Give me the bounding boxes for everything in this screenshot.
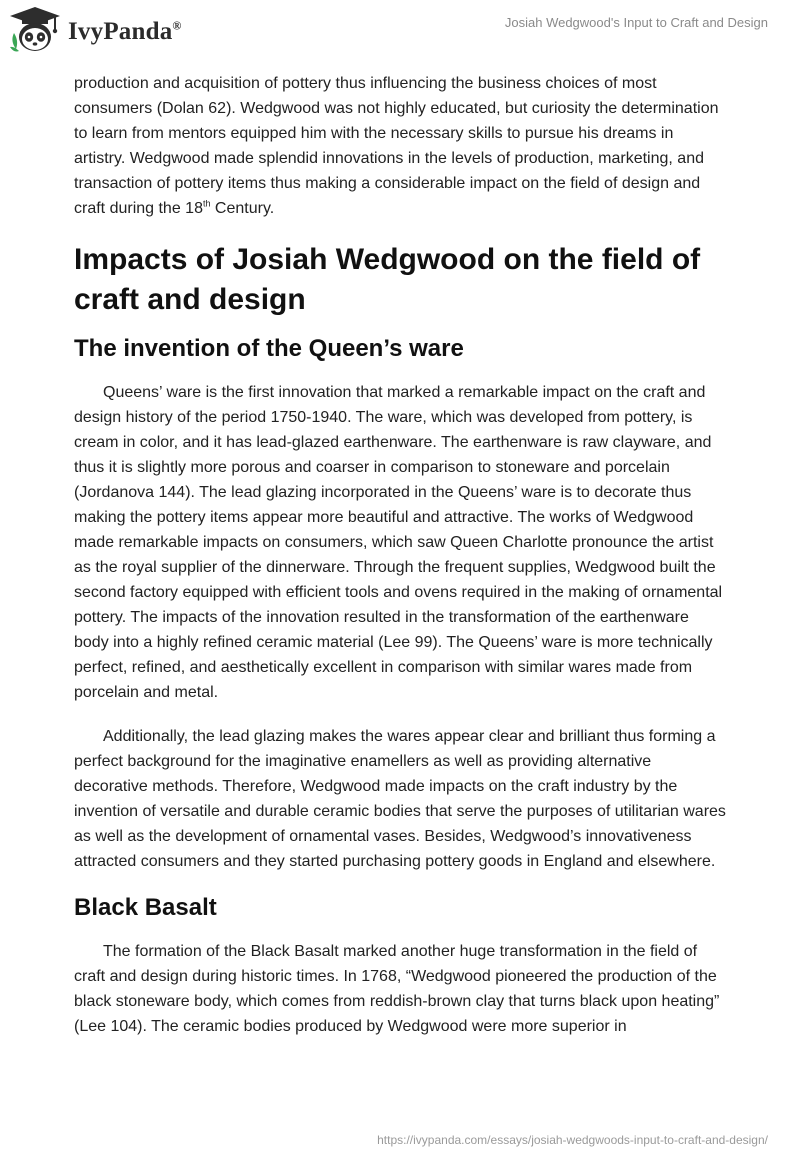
document-title: Josiah Wedgwood's Input to Craft and Design [504,15,768,30]
black-basalt-paragraph-1: The formation of the Black Basalt marked another huge transformation in the field of craft and design during historic times. In 1768, “Wedgwood pioneered the production of the black stoneware body, which comes from reddish-brown clay that turns black upon heating” (Lee 104). The ceramic bodies produced by Wedgwood were more superior in [74,943,720,1035]
ordinal-suffix: th [202,198,211,209]
source-url-link[interactable]: https://ivypanda.com/essays/josiah-wedgwoods-input-to-craft-and-design/ [377,1133,768,1147]
ivypanda-logo[interactable] [8,6,182,58]
subsection-heading-black-basalt: Black Basalt [74,894,217,921]
queens-ware-paragraph-1: Queens’ ware is the first innovation that marked a remarkable impact on the craft and design history of the period 1750-1940. The ware, which was developed from pottery, is cream in color, and it has lead-glazed earthenware. The earthenware is raw clayware, and thus it is slightly more porous and coarser in comparison to stoneware and porcelain (Jordanova 144). The lead glazing incorporated in the Queens’ ware is to decorate thus making the pottery items appear more beautiful and attractive. The works of Wedgwood made remarkable impacts on consumers, which saw Queen Charlotte pronounce the artist as the royal supplier of the dinnerware. Through the frequent supplies, Wedgwood built the second factory equipped with efficient tools and ovens required in the making of ornamental pottery. The impacts of the innovation resulted in the transformation of the earthenware body into a highly refined ceramic material (Lee 99). The Queens’ ware is more technically perfect, refined, and aesthetically excellent in comparison with similar wares made from porcelain and metal. [74,384,723,701]
panda-logo-icon [8,5,62,60]
subsection-heading-queens-ware: The invention of the Queen’s ware [74,335,464,362]
essay-body [74,71,726,1058]
registered-mark: ® [172,18,182,33]
section-heading-impacts: Impacts of Josiah Wedgwood on the field of craft and design [74,243,701,316]
logo-wordmark: IvyPanda [68,18,173,45]
intro-paragraph: production and acquisition of pottery thus influencing the business choices of most consumers (Dolan 62). Wedgwood was not highly educated, but curiosity the determination to learn from mentors equipped him with the necessary skills to pursue his dreams in artistry. Wedgwood made splendid innovations in the levels of production, marketing, and transaction of pottery items thus making a considerable impact on the field of design and craft during the 18th Century. [74,75,719,217]
queens-ware-paragraph-2: Additionally, the lead glazing makes the wares appear clear and brilliant thus forming a perfect background for the imaginative enamellers as well as providing alternative decorative methods. Therefore, Wedgwood made impacts on the craft industry by the invention of versatile and durable ceramic bodies that serve the purposes of utilitarian wares as well as the development of ornamental vases. Besides, Wedgwood’s innovativeness attracted consumers and they started purchasing pottery goods in England and elsewhere. [74,728,726,870]
